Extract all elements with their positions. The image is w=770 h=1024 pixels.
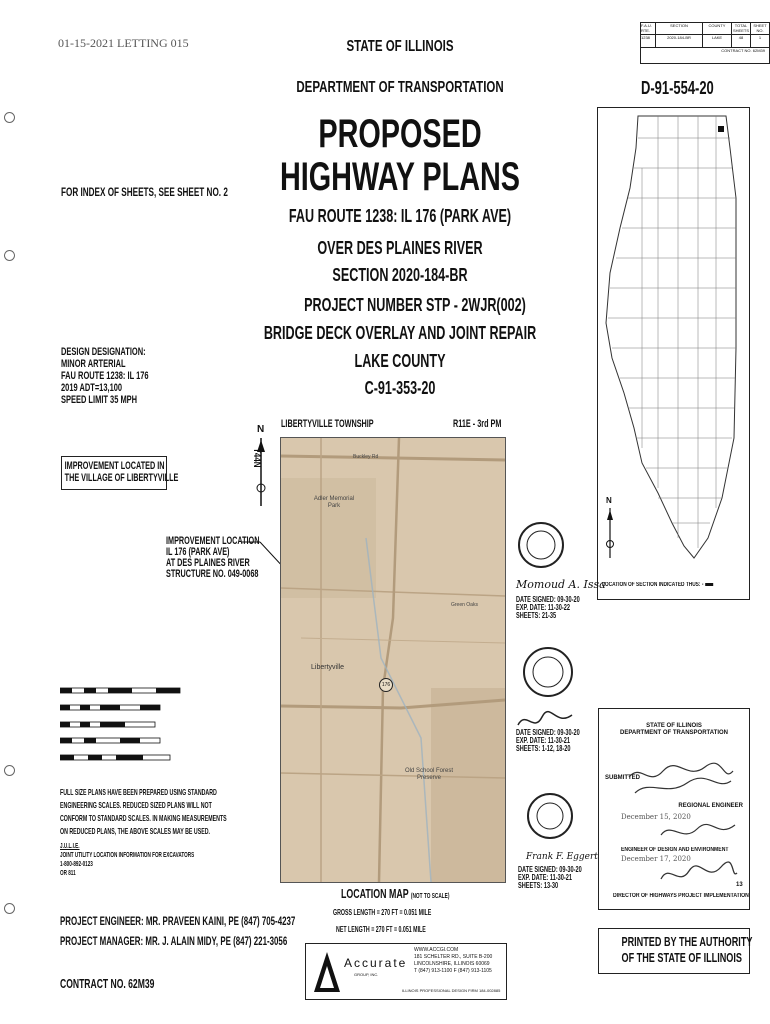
- approval-box: [598, 708, 750, 910]
- index-note: FOR INDEX OF SHEETS, SEE SHEET NO. 2: [61, 185, 228, 199]
- header-route: FAU ROUTE 1238: IL 176 (PARK AVE): [288, 206, 512, 226]
- design-line: MINOR ARTERIAL: [61, 358, 126, 370]
- contract-number: CONTRACT NO. 62M39: [60, 976, 155, 991]
- firm-contact: [414, 947, 492, 975]
- header-project-number: PROJECT NUMBER STP - 2WJR(002): [304, 295, 526, 315]
- title-block-value: 48: [732, 35, 751, 47]
- julie-line: J.U.L.I.E.: [60, 843, 80, 850]
- title-block-header: SHEET NO.: [753, 23, 767, 33]
- approval-regional-engineer: REGIONAL ENGINEER: [678, 803, 743, 809]
- printed-line: PRINTED BY THE AUTHORITY: [621, 934, 753, 949]
- approval-date-2: December 17, 2020: [621, 855, 691, 863]
- state-north-arrow-icon: [604, 508, 616, 560]
- title-block-contract: CONTRACT NO. 62M39: [721, 48, 765, 53]
- firm-block: [305, 943, 507, 1000]
- map-north-label: N: [257, 424, 265, 435]
- julie-line: OR 811: [60, 870, 76, 877]
- scales-note-line: ON REDUCED PLANS, THE ABOVE SCALES MAY BE USED.: [60, 826, 211, 836]
- project-manager: PROJECT MANAGER: MR. J. ALAIN MIDY, PE (847) 221-3056: [60, 934, 288, 948]
- firm-contact-line: T (847) 913-1100 F (847) 913-1105: [414, 968, 492, 974]
- julie-line: JOINT UTILITY LOCATION INFORMATION FOR EXCAVATORS: [60, 852, 195, 859]
- state-map-frame: [597, 107, 750, 600]
- firm-contact-line: WWW.ACCGI.COM: [414, 947, 459, 953]
- approval-director: DIRECTOR OF HIGHWAYS PROJECT IMPLEMENTATION: [613, 893, 749, 899]
- net-length: NET LENGTH = 270 FT = 0.051 MILE: [336, 925, 426, 934]
- printed-authority-box: [598, 928, 753, 974]
- approval-sheet-ref: 13: [736, 882, 743, 888]
- map-township: LIBERTYVILLE TOWNSHIP: [281, 418, 374, 430]
- approval-department: DEPARTMENT OF TRANSPORTATION: [620, 730, 728, 736]
- scales-note-line: CONFORM TO STANDARD SCALES. IN MAKING MEASUREMENTS: [60, 813, 227, 823]
- seal-signature: Frank F. Eggert: [526, 852, 598, 862]
- letting-label: 01-15-2021 LETTING 015: [58, 36, 189, 50]
- drawing-number: D-91-554-20: [641, 78, 714, 98]
- route-176-marker: 176: [379, 678, 393, 692]
- seal-info: [516, 729, 580, 753]
- firm-sub: GROUP, INC.: [354, 972, 379, 977]
- seal-info: [516, 596, 580, 620]
- seal-info-line: DATE SIGNED: 09-30-20: [518, 865, 582, 874]
- julie-line: 1-800-892-0123: [60, 861, 93, 868]
- header-title-line2: HIGHWAY PLANS: [279, 155, 521, 199]
- callout-line: IMPROVEMENT LOCATION: [166, 535, 260, 547]
- map-caption-note: (NOT TO SCALE): [410, 893, 450, 900]
- seal-info-line: EXP. DATE: 11-30-21: [516, 736, 570, 745]
- approval-signature-2: [659, 817, 739, 845]
- title-block: [640, 22, 770, 64]
- seal-info-line: EXP. DATE: 11-30-22: [516, 603, 570, 612]
- seal-info-line: SHEETS: 13-30: [518, 881, 559, 890]
- printed-line: OF THE STATE OF ILLINOIS: [621, 950, 742, 965]
- header-county: LAKE COUNTY: [354, 351, 446, 371]
- title-block-header: F.A.U. RTE.: [641, 23, 656, 34]
- map-caption-title: LOCATION MAP: [341, 886, 409, 901]
- seal-info-line: EXP. DATE: 11-30-21: [518, 873, 572, 882]
- header-over: OVER DES PLAINES RIVER: [317, 238, 483, 258]
- map-label-libertyville: Libertyville: [311, 664, 345, 671]
- seal-info: [518, 866, 582, 890]
- map-range: R11E - 3rd PM: [453, 418, 502, 430]
- callout-line: STRUCTURE NO. 049-0068: [166, 568, 259, 580]
- map-tier: T44N: [251, 448, 262, 468]
- illinois-map: [598, 108, 749, 599]
- title-block-header: SECTION: [656, 23, 703, 34]
- firm-license: ILLINOIS PROFESSIONAL DESIGN FIRM 184-002885: [402, 988, 501, 993]
- punch-hole: [4, 765, 15, 776]
- callout-line: IL 176 (PARK AVE): [166, 546, 230, 558]
- village-line: THE VILLAGE OF LIBERTYVILLE: [64, 472, 179, 484]
- title-block-header: TOTAL SHEETS: [732, 23, 749, 33]
- scales-note-line: ENGINEERING SCALES. REDUCED SIZED PLANS WILL NOT: [60, 800, 212, 810]
- state-map-caption-text: LOCATION OF SECTION INDICATED THUS: -: [602, 582, 704, 588]
- seal-info-line: DATE SIGNED: 09-30-20: [516, 728, 580, 737]
- project-engineer: PROJECT ENGINEER: MR. PRAVEEN KAINI, PE (847) 705-4237: [60, 914, 296, 928]
- location-map: [280, 437, 506, 883]
- julie-note: [60, 842, 194, 878]
- map-label-green-oaks: Green Oaks: [451, 602, 478, 608]
- state-map-caption: [602, 582, 713, 589]
- callout-line: AT DES PLAINES RIVER: [166, 557, 250, 569]
- header-department: DEPARTMENT OF TRANSPORTATION: [296, 79, 504, 96]
- state-map-north-label: N: [606, 496, 612, 505]
- seal-info-line: SHEETS: 1-12, 18-20: [516, 744, 571, 753]
- graphic-scales: [60, 680, 205, 780]
- design-line: SPEED LIMIT 35 MPH: [61, 394, 138, 406]
- header-state: STATE OF ILLINOIS: [346, 38, 454, 55]
- punch-hole: [4, 903, 15, 914]
- header-contract-code: C-91-353-20: [364, 378, 436, 398]
- title-block-value: 2020-184-BR: [656, 35, 703, 47]
- title-block-value: 1238: [641, 35, 656, 47]
- design-heading: DESIGN DESIGNATION:: [61, 346, 146, 358]
- title-block-value: 1: [758, 35, 762, 40]
- village-box: [61, 456, 179, 490]
- approval-design-engineer: ENGINEER OF DESIGN AND ENVIRONMENT: [621, 847, 729, 853]
- firm-contact-line: LINCOLNSHIRE, ILLINOIS 60069: [414, 961, 490, 967]
- approval-signature-1: [627, 761, 737, 799]
- approval-signature-3: [659, 859, 739, 889]
- header-title-line1: PROPOSED: [318, 112, 482, 156]
- seal-stamp-icon: [524, 788, 576, 848]
- section-indicator-mark: [705, 583, 713, 586]
- approval-date-1: December 15, 2020: [621, 813, 691, 821]
- map-label-buckley: Buckley Rd: [353, 454, 379, 460]
- map-caption: [341, 886, 449, 901]
- punch-hole: [4, 250, 15, 261]
- village-line: IMPROVEMENT LOCATED IN: [64, 460, 165, 472]
- map-label-forest: Old School Forest Preserve: [404, 768, 454, 781]
- design-line: FAU ROUTE 1238: IL 176: [61, 370, 149, 382]
- firm-name: Accurate: [344, 956, 408, 970]
- title-block-value: LAKE: [703, 35, 732, 47]
- design-designation: [61, 346, 149, 406]
- scales-note-line: FULL SIZE PLANS HAVE BEEN PREPARED USING STANDARD: [60, 787, 217, 797]
- seal-info-line: SHEETS: 21-35: [516, 611, 557, 620]
- seal-signature: Momoud A. Issa: [516, 578, 606, 591]
- seal-info-line: DATE SIGNED: 09-30-20: [516, 595, 580, 604]
- design-line: 2019 ADT=13,100: [61, 382, 123, 394]
- forest-area: [431, 688, 505, 882]
- header-section: SECTION 2020-184-BR: [332, 265, 468, 285]
- seal-stamp-icon: [516, 515, 566, 575]
- seal-stamp-icon: [518, 640, 578, 710]
- title-block-header: COUNTY: [703, 23, 732, 34]
- gross-length: GROSS LENGTH = 270 FT = 0.051 MILE: [333, 908, 432, 917]
- header-work: BRIDGE DECK OVERLAY AND JOINT REPAIR: [263, 323, 537, 343]
- map-label-park: Adler Memorial Park: [313, 496, 355, 509]
- approval-state: STATE OF ILLINOIS: [646, 723, 702, 729]
- approval-submitted: SUBMITTED: [605, 775, 640, 781]
- firm-contact-line: 181 SCHELTER RD., SUITE B-200: [414, 954, 493, 960]
- accurate-logo-icon: [312, 950, 342, 994]
- scales-note: [60, 786, 227, 838]
- punch-hole: [4, 112, 15, 123]
